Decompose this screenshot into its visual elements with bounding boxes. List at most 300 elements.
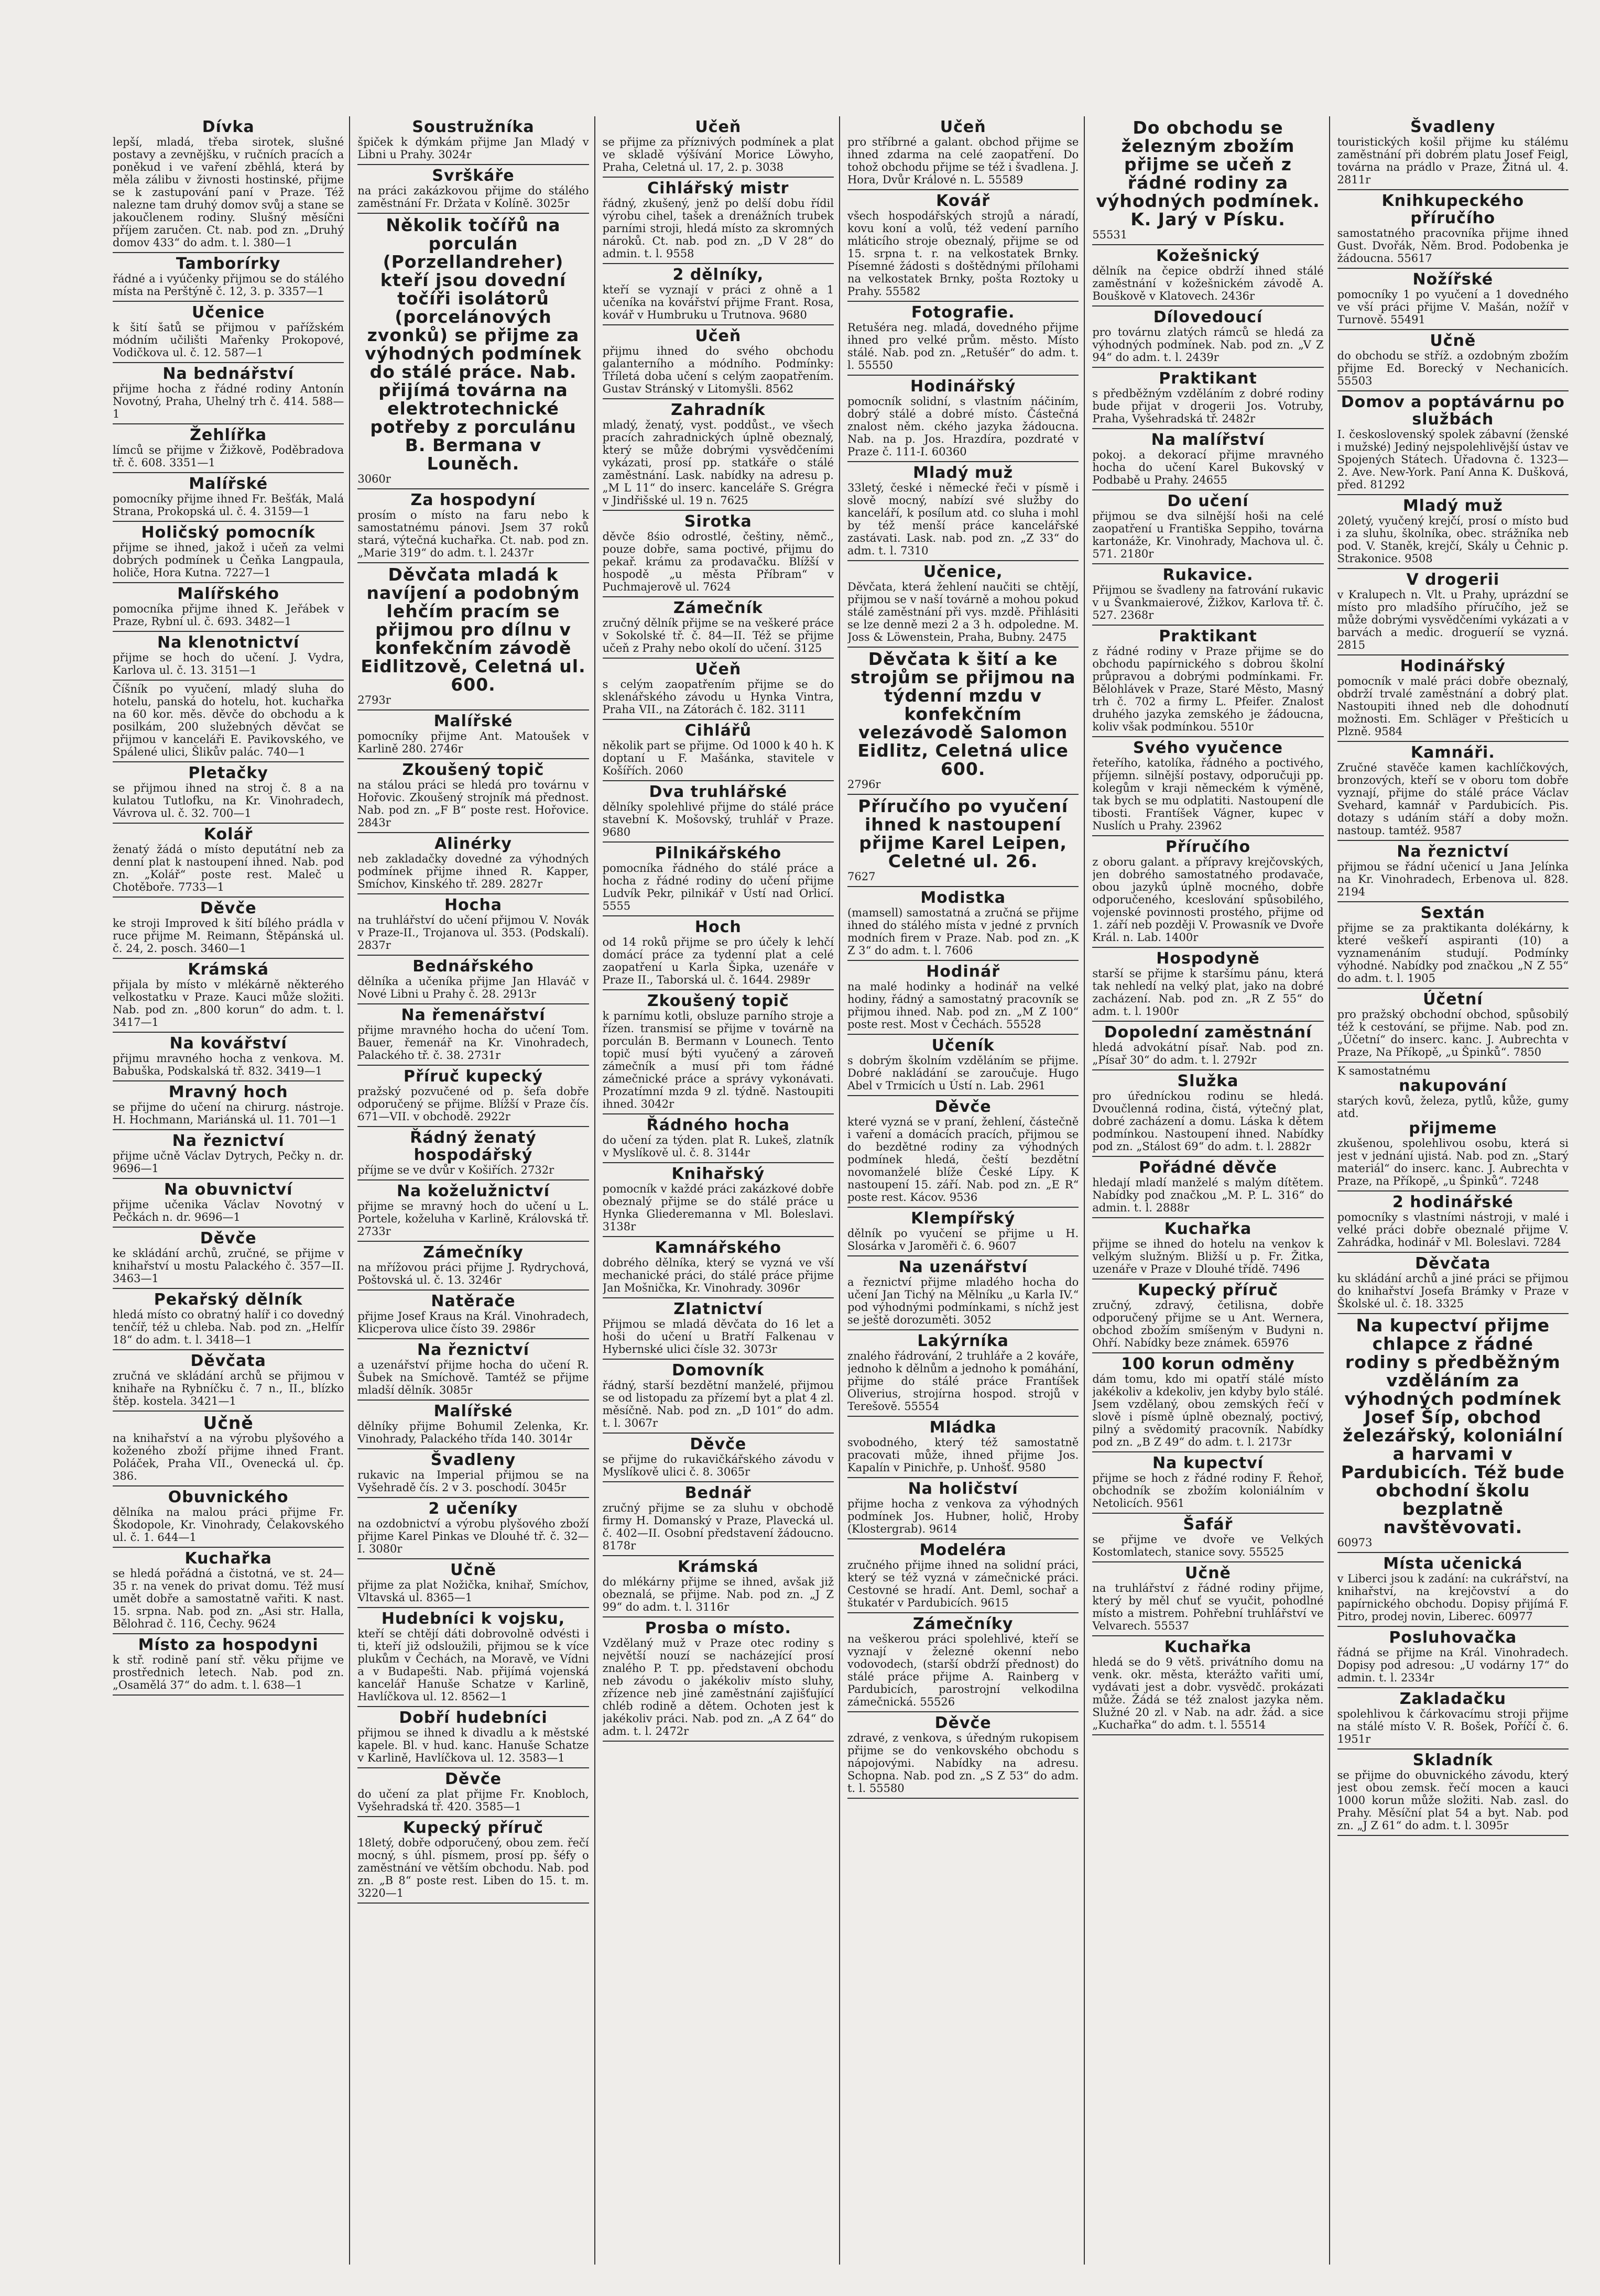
ad-heading: Děvče: [200, 899, 257, 917]
classified-ad: [1092, 626, 1323, 737]
ad-text: rukavic na Imperial přijmou se na Vyšehradě čís. 2 v 3. poschodí. 3045r: [357, 1469, 589, 1494]
ad-heading: Na řemenářství: [401, 1006, 546, 1024]
classified-ad: [847, 1539, 1079, 1613]
classified-ad: [113, 1130, 344, 1179]
classified-ad: [113, 302, 344, 363]
ad-text: k parnímu kotli, obsluze parního stroje a řízen. transmisí se přijme v továrně na porculán B. Bermann v Lounech. Tento topič musí býti vyučený a zároveň zámečník a musí při tom řádné zámečnické práce a správy vykonávati. Prozatímní mzda 9 zl. týdně. Nastoupiti ihned. 3042r: [602, 1010, 834, 1110]
classified-ad: [113, 632, 344, 681]
classified-ad: [1337, 1314, 1569, 1553]
ad-heading: Kolář: [203, 825, 253, 844]
ad-heading: Bednář: [684, 1484, 752, 1502]
classified-ad: [1092, 737, 1323, 836]
ad-text: 60973: [1337, 1536, 1373, 1549]
classified-ad: [357, 165, 589, 214]
classified-ad: [847, 648, 1079, 795]
classified-ad: [357, 1004, 589, 1066]
classified-ad: [603, 843, 834, 916]
classified-ad: [1337, 902, 1569, 989]
ad-heading: 100 korun odměny: [1121, 1355, 1295, 1373]
ad-heading: Dopolední zaměstnání: [1104, 1023, 1312, 1042]
column-6: [1337, 116, 1574, 2265]
classified-ad: [1337, 1191, 1569, 1253]
ad-heading: Děvče: [934, 1098, 992, 1116]
ad-heading: Hospodyně: [1156, 949, 1260, 968]
classified-ad: [847, 1478, 1079, 1539]
ad-text: k stř. rodině paní stř. věku přijme ve prostřednich letech. Nab. pod zn. „Osamělá 37“ do adm. t. l. 638—1: [113, 1654, 344, 1691]
ad-heading: Sextán: [1420, 904, 1485, 922]
classified-ad: [357, 1608, 589, 1707]
classified-ad: [603, 1237, 834, 1298]
ad-heading: Děvčata: [190, 1352, 266, 1370]
ad-text: přijme se mravný hoch do učení u L. Portele, koželuha v Karlině, Královská tř. 2733r: [357, 1200, 589, 1238]
ad-heading: Na kovářství: [169, 1034, 287, 1053]
ad-text: několik part se přijme. Od 1000 k 40 h. K doptaní u F. Mašánka, stavitele v Košířích. 2060: [602, 739, 834, 777]
classified-ad: [847, 961, 1079, 1035]
ad-text: pro úředníckou rodinu se hledá. Dvoučlenná rodina, čistá, výtečný plat, dobré zacházení a domu. Láska k dětem podmínkou. Nastoupení ihned. Nabídky pod zn. „Stálost 69“ do adm. t. l. 2882r: [1092, 1090, 1324, 1153]
ad-text: (mamsell) samostatná a zručná se přijme ihned do stálého místa v jedné z prvních modních firem v Praze. Nab. pod zn. „K Z 3“ do adm. t. l. 7606: [847, 906, 1079, 957]
ad-heading: Žehlířka: [190, 426, 267, 444]
ad-text: přijme hocha z venkova za výhodných podmínek Jos. Hubner, holič, Hroby (Klostergrab). 9614: [847, 1497, 1079, 1535]
ad-text: zručný dělník přijme se na veškeré práce v Sokolské tř. č. 84—II. Též se přijme učeň z Prahy nebo okolí do učení. 3125: [602, 617, 834, 654]
classified-ad: [357, 894, 589, 956]
ad-text: na malé hodinky a hodinář na velké hodiny, řádný a samostatný pracovník se přijmou ihned. Nab. pod zn. „M Z 100“ poste rest. Most v Čechách. 55528: [847, 980, 1079, 1031]
ad-text: svobodného, který též samostatně pracovati může, ihned přijme Jos. Kapalín v Pinichře, p. Unhošť. 9580: [847, 1436, 1079, 1474]
ad-text: v Kralupech n. Vlt. u Prahy, uprázdní se místo pro mladšího příručího, jež se může dobrými vysvědčeními vykázati a v barvách a medic. drogueríí se vyzná. 2815: [1337, 588, 1569, 651]
ad-text: z oboru galant. a přípravy krejčovských, jen dobrého samostatného prodavače, obou jazyků úplně mocného, dobře odporučeného, kceslování spůsobilého, vojenské povinnosti prostého, přijme od 1. září neb později V. Prowasník ve Dvoře Král. n. Lab. 1400r: [1092, 856, 1324, 944]
ad-heading: Pletačky: [188, 764, 268, 782]
ad-text: přijme mravného hocha do učení Tom. Bauer, řemenář na Kr. Vinohradech, Palackého tř. č. 38. 2731r: [357, 1024, 589, 1062]
ad-text: přijme se za praktikanta dolékárny, k které veškeří aspiranti (10) a vyznamenáním studují. Podmínky výhodné. Nabídky pod značkou „N Z 55“ do adm. t. l. 1905: [1337, 922, 1569, 985]
ad-text: na truhlářství z řádné rodiny přijme, který by měl chuť se vyučit, pohodlné místo a mistrem. Pohřební truhlářství ve Velvarech. 55537: [1092, 1582, 1324, 1632]
classified-ad: [1337, 1063, 1569, 1191]
ad-heading: Rukavice.: [1162, 566, 1254, 584]
classified-ad: [1337, 391, 1569, 495]
classified-ad: [113, 363, 344, 424]
classified-ad: [113, 424, 344, 473]
classified-ad: [357, 1498, 589, 1559]
ad-text: hledá místo co obratný halíř i co dovedný tenčíř, též u chleba. Nab. pod zn. „Helfír 18“ do adm. t. l. 3418—1: [113, 1308, 344, 1346]
classified-ad: [1092, 1157, 1323, 1218]
ad-text: zručný, zdravý, četilisna, dobře odporučený přijme se u Ant. Wernera, obchod zbožím smíšeným v Budyni n. Ohří. Nabídky beze známek. 65976: [1092, 1299, 1324, 1349]
ad-heading: Zkoušený topič: [647, 992, 789, 1010]
ad-heading: Knihařský: [671, 1165, 765, 1183]
ad-heading: Řádného hocha: [646, 1116, 790, 1134]
ad-text: prosím o místo na faru nebo k samostatnému pánovi. Jsem 37 roků stará, výtečná kuchařka. Ct. nab. pod zn. „Marie 319“ do adm. t. l. 2437r: [357, 509, 589, 559]
ad-text: řádná se přijme na Král. Vinohradech. Dopisy pod adresou: „U vodárny 17“ do admin. t. l. 2334r: [1337, 1646, 1569, 1684]
ad-heading: Na uzenářství: [898, 1258, 1028, 1276]
classified-ad: [603, 597, 834, 659]
ad-text: dělník po vyučení se přijme u H. Slosárka v Jaroměři č. 6. 9607: [847, 1227, 1079, 1252]
ad-heading: Dva truhlářské: [649, 783, 788, 801]
classified-ad: [113, 959, 344, 1033]
ad-heading: Na řeznictví: [172, 1132, 285, 1150]
ad-heading: Nožířské: [1412, 270, 1494, 289]
ad-text: přijme se ihned, jakož i učeň za velmi dobrých podmínek u Čeňka Langpaula, holiče, Hora Kutna. 7227—1: [113, 541, 344, 579]
ad-text: s předběžným vzděláním z dobré rodiny bude přijat v drogerii Jos. Votruby, Praha, Vyšehradská tř. 2482r: [1092, 387, 1324, 425]
ad-text: na veškerou práci spolehlivé, kteří se vyznají v železné okenní nebo vodovodech, (starší obdrží přednost) do stálé práce přijme A. Rainberg v Pardubicích, parostrojní velkodilna zámečnická. 55526: [847, 1633, 1079, 1708]
classified-ad: [113, 1033, 344, 1081]
ad-heading: Děvče: [200, 1229, 257, 1248]
ad-heading: Hodinářský: [1400, 657, 1506, 675]
ad-heading: Obuvnického: [168, 1488, 289, 1506]
classified-ad: [603, 264, 834, 325]
ad-heading: Učeň: [695, 660, 742, 679]
ad-heading: Svého vyučence: [1133, 739, 1283, 757]
ad-text: hledá se do 9 větš. privátního domu na venk. okr. města, kterážto vařiti umí, vydávati jest a dobr. vysvědč. prokázati může. Žádá se též znalost jazyka něm. Služné 20 zl. v Nab. na adr. žád. a sice „Kuchařka“ do adm. t. l. 55514: [1092, 1656, 1324, 1731]
classified-ad: [1092, 1514, 1323, 1562]
ad-text: mladý, ženatý, vyst. poddůst., ve všech pracích zahradnických úplně obeznalý, který se může dobrými vysvědčeními vykázati, prosí pp. statkáře o stálé zaměstnání. Lask. nabídky na adresu p. „M L 11“ do inserc. kanceláře S. Grégra v Jindřišské ul. 19 n. 7625: [602, 419, 834, 507]
classified-ad: [603, 1434, 834, 1482]
ad-text: přijme učenika Václav Novotný v Pečkách n. dr. 9696—1: [113, 1198, 344, 1223]
ad-text: 55531: [1092, 228, 1128, 241]
classified-ad: [113, 116, 344, 253]
ad-text: do učení za plat přijme Fr. Knobloch, Vyšehradská tř. 420. 3585—1: [357, 1788, 589, 1813]
ad-text: touristických košil přijme ku stálému zaměstnání při dobrém platu Josef Feigl, továrna na prádlo v Praze, Žitná ul. 4. 2811r: [1337, 136, 1569, 186]
ad-text: 3060r: [357, 473, 391, 485]
ad-heading: Mládka: [929, 1418, 997, 1437]
ad-heading: Na kupectví přijme chlapce z řádné rodiny s předběžným vzděláním za výhodných podmínek Josef Šíp, obchod železářský, koloniální a harvami v Pardubicích. Též bude obchodní školu bezplatně navštěvovati.: [1341, 1315, 1565, 1537]
ad-heading: Domovník: [672, 1361, 765, 1380]
classified-ad: [113, 522, 344, 583]
ad-text: límců se přijme v Žižkově, Poděbradova tř. č. 608. 3351—1: [113, 444, 344, 469]
ad-heading: Učenice: [192, 303, 265, 322]
ad-heading: V drogerii: [1406, 571, 1500, 589]
ad-text: přijme Josef Kraus na Král. Vinohradech, Klicperova ulice čísto 39. 2986r: [357, 1310, 589, 1335]
classified-ad: [603, 1360, 834, 1434]
ad-heading: Pořádné děvče: [1139, 1158, 1277, 1177]
classified-ad: [357, 710, 589, 759]
classified-ad: [847, 190, 1079, 302]
classified-ad: [603, 1617, 834, 1742]
ad-text: zkušenou, spolehlivou osobu, která si jest v jednání ujistá. Nab. pod zn. „Starý materiál“ do inserc. kanc. J. Aubrechta v Praze, na Příkopě, „u Špinků“. 7248: [1337, 1137, 1569, 1187]
classified-ad: [113, 473, 344, 522]
ad-heading: Natěrače: [431, 1292, 516, 1310]
ad-heading: Kamnářského: [655, 1239, 782, 1257]
ad-heading: Klempířský: [911, 1209, 1016, 1228]
classified-ad: [603, 116, 834, 178]
ad-text: zdravé, z venkova, s úředným rukopisem přijme se do venkovského obchodu s nápojovými. Nabídky na adresu. Schopna. Nab. pod zn. „S Z 53“ do adm. t. l. 55580: [847, 1732, 1079, 1795]
column-1: [113, 116, 350, 2265]
classified-ad: [603, 990, 834, 1114]
ad-heading: Zlatnictví: [673, 1300, 763, 1318]
ad-text: do učení za týden. plat R. Lukeš, zlatník v Myslíkově ul. č. 8. 3144r: [602, 1134, 834, 1159]
classified-ad: [1092, 1636, 1323, 1735]
ad-text: pokoj. a dekorací přijme mravného hocha do učení Karel Bukovský v Podbabě u Prahy. 24655: [1092, 449, 1324, 486]
ad-heading: Holičský pomocník: [141, 523, 315, 542]
classified-ad: [847, 302, 1079, 376]
ad-heading: Kovář: [936, 192, 991, 210]
classified-ad: [847, 1712, 1079, 1799]
classified-ad: [113, 1634, 344, 1696]
ad-text: dám tomu, kdo mi opatří stálé místo jakékoliv a kdekoliv, jen kdyby bylo stálé. Jsem vzdělaný, obou zemských řečí v slově i písmě úplně obeznalý, poctivý, pilný a svědomitý pracovník. Nabídky pod zn. „B Z 49“ do adm. t. l. 2173r: [1092, 1373, 1324, 1448]
classified-ad: [603, 916, 834, 990]
ad-text: zručná ve skládání archů se přijmou v knihaře na Rybníčku č. 7 n., II., blízko štěp. kostela. 3421—1: [113, 1370, 344, 1407]
ad-heading: Kupecký příruč: [402, 1819, 544, 1837]
ad-text: Číšník po vyučení, mladý sluha do hotelu, panská do hotelu, hot. kuchařka na 60 kor. měs. děvče do obchodu a k posilkám, 200 služebných děvčat se přijmou v kanceláři E. Pavikovského, ve Spálené ulici, Šlikův palác. 740—1: [113, 683, 344, 758]
ad-text: ženatý žádá o místo deputátní neb za denní plat k nastoupení ihned. Nab. pod zn. „Kolář“ poste rest. Maleč u Chotěboře. 7733—1: [113, 843, 344, 893]
ad-heading: Děvče: [690, 1435, 747, 1453]
ad-heading: Na holičství: [908, 1480, 1018, 1498]
classified-ad: [357, 116, 589, 165]
ad-heading: Mladý muž: [1402, 497, 1503, 515]
ad-heading: Malířské: [189, 475, 268, 493]
classified-ad: [357, 1401, 589, 1449]
classified-ad: [113, 762, 344, 824]
ad-text: zručného přijme ihned na solidní práci, který se též vyzná v zámečnické práci. Cestovné se hradí. Ant. Deml, sochař a štukatér v Pardubicích. 9615: [847, 1559, 1079, 1609]
ad-heading: Učenice,: [923, 563, 1003, 581]
ad-text: všech hospodářských strojů a náradí, kovu koní a volů, též vedení parního mláticího stroje obeznalý, přijme se od 15. srpna t. r. na velkostatek Brnky. Písemné žádosti s doštědnými přílohami na velkostatek Brnky, pošta Roztoky u Prahy. 55582: [847, 210, 1079, 298]
ad-heading: Zámečník: [673, 599, 763, 617]
ad-text: pomocník v každé práci zakázkové dobře obeznalý přijme se do stálé práce u Hynka Gliederemanna v Ml. Boleslavi. 3138r: [602, 1183, 834, 1233]
ad-heading: Kuchařka: [1164, 1638, 1252, 1656]
ad-heading: Na malířství: [1151, 431, 1265, 449]
ad-heading: Učeň: [695, 118, 742, 136]
ad-text: pro pražský obchodní obchod, spůsobilý též k cestování, se přijme. Nab. pod zn. „Účetní“ do inserc. kanc. J. Aubrechta v Praze, Na Příkopě, „u Špinků“. 7850: [1337, 1008, 1569, 1058]
classified-ad: [113, 1486, 344, 1548]
ad-text: kteří se chtějí dáti dobrovolně odvésti i ti, kteří již odsloužili, přijmou se k více plukům v Čechách, na Moravě, ve Vídni a v Budapešti. Nab. přijímá vojenská kancelář Hanuše Schatze v Karlině, Havlíčkova ul. 12. 8562—1: [357, 1627, 589, 1703]
classified-ad: [357, 833, 589, 894]
ad-heading: Hodinářský: [910, 377, 1016, 396]
ad-text: přijme za plat Nožička, knihař, Smíchov, Vltavská ul. 8365—1: [357, 1579, 589, 1604]
ad-text: ku skládání archů a jiné práci se přijmou do knihařství Josefa Brámky v Praze v Školské ul. č. 18. 3325: [1337, 1272, 1569, 1310]
ad-text: pomocníka přijme ihned K. Jeřábek v Praze, Rybní ul. č. 693. 3482—1: [113, 603, 344, 628]
ad-heading: Prosba o místo.: [645, 1619, 791, 1637]
ad-heading: Děvčata: [1415, 1254, 1491, 1273]
ad-heading: Krámská: [678, 1558, 759, 1576]
ad-text: se přijmou ihned na stroj č. 8 a na kulatou Tutlofku, na Kr. Vinohradech, Vávrova ul. č. 32. 700—1: [113, 782, 344, 819]
ad-text: pro stříbrné a galant. obchod přijme se ihned zdarma na celé zaopatření. Do tohož obchodu přijme se též i švadlena. J. Hora, Dvůr Králové n. L. 55589: [847, 136, 1079, 186]
classified-ad: [1092, 1070, 1323, 1157]
classified-ad: [1337, 269, 1569, 330]
ad-text: řádné a i vyúčenky přijmou se do stálého místa na Perštýně č. 12, 3. p. 3357—1: [113, 272, 344, 298]
classified-ad: [847, 1613, 1079, 1712]
classified-ad: [1337, 330, 1569, 391]
column-3: [603, 116, 840, 2265]
ad-heading: Kamnáři.: [1410, 744, 1495, 762]
classified-ad: [1092, 1022, 1323, 1070]
ad-text: a uzenářství přijme hocha do učení R. Šubek na Smíchově. Tamtéž se přijme mladší dělník. 3085r: [357, 1359, 589, 1396]
classified-ad: [1092, 116, 1323, 245]
ad-text: se přijme do obuvnického závodu, který jest obou zemsk. řečí mocen a kauci 1000 korun může složiti. Nab. zasl. do Prahy. Měsíční plat 54 a byt. Nab. pod zn. „J Z 61“ do adm. t. l. 3095r: [1337, 1769, 1569, 1832]
ad-text: lepší, mladá, třeba sirotek, slušné postavy a zevnějšku, v ručních pracích a poněkud i ve vaření zběhlá, která by měla zálibu v živnosti hostinské, přijme se k zastupování paní v Praze. Též nalezne tam druhý domov svůj a stane se jakoučlenem rodiny. Slušný měsíčni příjem zaručen. Ct. nab. pod zn. „Druhý domov 433“ do adm. t. l. 380—1: [113, 136, 344, 249]
classified-ad: [603, 325, 834, 399]
ad-heading: Děvčata k šití a ke strojům se přijmou na týdenní mzdu v konfekčním velezávodě Salomon Eidlitz, Celetná ulice 600.: [850, 649, 1076, 779]
classified-ad: [1337, 190, 1569, 269]
ad-text: neb zakladačky dovedné za výhodných podmínek přijme ihned R. Kapper, Smíchov, Kinského tř. 289. 2827r: [357, 852, 589, 890]
classified-ad: [357, 1180, 589, 1242]
ad-heading: Na řeznictví: [1397, 843, 1509, 861]
ad-text: dělníky spolehlivé přijme do stálé práce stavební K. Mošovský, truhlář v Praze. 9680: [602, 801, 834, 838]
ad-text: řeteřího, katolíka, řádného a poctivého, příjemn. silnější postavy, odporučuji pp. kolegům v kraji německém k výměně, tak bych se mu odplatiti. Nastoupení dle tibosti. Frantíšek Vágner, kupec v Nuslích u Prahy. 23962: [1092, 757, 1324, 832]
column-2: [357, 116, 595, 2265]
ad-heading: Modistka: [920, 889, 1006, 907]
classified-ad: [357, 956, 589, 1004]
ad-heading: Mravný hoch: [168, 1083, 288, 1101]
ad-text: pomocník solidní, s vlastním náčiním, dobrý stálé a dobré místo. Částečná znalost něm. ckého jazyka žádoucna. Nab. na p. Jos. Hrazdíra, pozdraté v Praze č. 111-I. 60360: [847, 395, 1079, 458]
ad-heading: Dílovedoucí: [1153, 308, 1263, 326]
ad-text: a řeznictví přijme mladého hocha do učení Jan Tichý na Mělníku „u Karla IV.“ pod výhodnými podmínkami, s níchž jest se ještě dorozuměti. 3052: [847, 1276, 1079, 1326]
ad-text: na mřížovou práci přijme J. Rydrychová, Poštovská ul. č. 13. 3246r: [357, 1261, 589, 1286]
ad-columns: [113, 116, 1574, 2265]
classified-ad: [357, 1559, 589, 1608]
ad-text: se přijme do rukavičkářského závodu v Myslíkově ulici č. 8. 3065r: [602, 1453, 834, 1478]
ad-heading: Děvče: [934, 1714, 992, 1732]
ad-heading: Krámská: [188, 960, 269, 979]
ad-text: od 14 roků přijme se pro účely k lehčí domácí práce za tydenní plat a celé zaopatření u Karla Šipka, uzenáře v Praze II., Taborská ul. č. 1644. 2989r: [602, 936, 834, 986]
ad-text: znalého řádrování, 2 truhláře a 2 kováře, jednoho k dělnům a jednoho k pomáhání, přijme do stálé práce Frantíšek Oliverius, strojírna hospod. strojů v Terešově. 55554: [847, 1350, 1079, 1413]
ad-text: přijala by místo v mlékárně některého velkostatku v Praze. Kauci může složiti. Nab. pod zn. „800 korun“ do adm. t. l. 3417—1: [113, 978, 344, 1029]
ad-heading: Učně: [1185, 1564, 1231, 1582]
ad-heading: Svrškáře: [432, 167, 515, 185]
ad-text: špiček k dýmkám přijme Jan Mladý v Libni u Prahy. 3024r: [357, 136, 589, 161]
ad-text: s celým zaopatřením přijme se do sklenářského závodu u Hynka Vintra, Praha VII., na Zátorách č. 182. 3111: [602, 678, 834, 716]
classified-ad: [113, 1081, 344, 1130]
classified-ad: [847, 1096, 1079, 1208]
ad-heading: Do obchodu se železným zbožím přijme se učeň z řádné rodiny za výhodných podmínek. K. Jarý v Písku.: [1096, 117, 1320, 229]
classified-ad: [113, 1179, 344, 1228]
classified-ad: [603, 1556, 834, 1617]
classified-ad: [113, 583, 344, 632]
classified-ad: [1337, 1253, 1569, 1314]
ad-heading: Na koželužnictví: [396, 1182, 550, 1200]
ad-text: 20letý, vyučený krejčí, prosí o místo bud i za sluhu, školníka, obec. strážníka neb pod. V. Staněk, krejčí, Skály u Čehnic p. Strakonice. 9508: [1337, 515, 1569, 565]
classified-ad: [357, 1291, 589, 1339]
ad-text: se přijme za příznivých podmínek a plat ve skladě výšívání Morice Löwyho, Praha, Celetná ul. 17, 2. p. 3038: [602, 136, 834, 173]
classified-ad: [847, 1035, 1079, 1096]
ad-heading: nakupování: [1399, 1077, 1507, 1095]
ad-heading: Cihlářů: [684, 721, 752, 740]
classified-ad: [847, 116, 1079, 190]
classified-ad: [113, 253, 344, 302]
classified-ad: [357, 1817, 589, 1904]
ad-heading: Domov a poptávárnu po službách: [1341, 393, 1565, 429]
ad-text: v Liberci jsou k zadání: na cukrářství, na knihařství, na krejčovství a do papírnického obchodu. Dopisy přijímá F. Pitro, prodej novin, Liberec. 60977: [1337, 1572, 1569, 1623]
ad-text: Retušéra neg. mladá, dovedného přijme ihned pro velké prům. město. Místo stálé. Nab. pod zn. „Retušér“ do adm. t. l. 55550: [847, 321, 1079, 371]
ad-text: I. československý spolek zábavní (ženské i mužské) Jediný nejspolehlivější ústav ve Spojených Státech. Úřadovna č. 1323—2. Ave. New-York. Paní Anna K. Dušková, před. 81292: [1337, 428, 1569, 491]
ad-text: zručný přijme se za sluhu v obchodě firmy H. Domanský v Praze, Plavecká ul. č. 402—II. Osobní představení žádoucno. 8178r: [602, 1502, 834, 1552]
ad-heading: Učeň: [940, 118, 986, 136]
ad-text: pražský pozvučené od p. šefa dobře odporučený se přijme. Blížší v Praze čís. 671—VII. v obchodě. 2922r: [357, 1085, 589, 1123]
classified-ad: [1092, 1562, 1323, 1636]
ad-text: pro továrnu zlatých rámců se hledá za výhodných podmínek. Nab. pod zn. „V Z 94“ do adm. t. l. 2439r: [1092, 326, 1324, 364]
classified-ad: [357, 1066, 589, 1127]
ad-text: které vyzná se v praní, žehlení, částečně i vaření a domácích pracích, přijmou se do bezdětné rodiny za výhodných podmínek hledá, čeští bezdětní novomanželé blíže České Lípy. K nastoupení 15. září. Nab. pod zn. „E R“ poste rest. Kácov. 9536: [847, 1116, 1079, 1204]
ad-heading: Dobří hudebníci: [399, 1709, 548, 1727]
ad-heading: Švadleny: [1410, 118, 1496, 136]
classified-ad: [357, 214, 589, 489]
ad-heading: Dívka: [202, 118, 255, 136]
classified-ad: [357, 563, 589, 710]
ad-heading: Zakladačku: [1399, 1690, 1506, 1708]
classified-ad: [603, 720, 834, 781]
classified-ad: [1092, 1353, 1323, 1452]
ad-text: přijme učně Václav Dytrych, Pečky n. dr. 9696—1: [113, 1150, 344, 1175]
ad-text: starých kovů, železa, pytlů, kůže, gumy atd.: [1337, 1095, 1569, 1120]
ad-text: 18letý, dobře odporučený, obou zem. řečí mocný, s úhl. písmem, prosí pp. šéfy o zaměstnání ve větším obchodu. Nab. pod zn. „B 8“ poste rest. Liben do 15. t. m. 3220—1: [357, 1836, 589, 1899]
classified-ad: [847, 887, 1079, 961]
ad-text: pomocník v malé práci dobře obeznalý, obdrží trvalé zaměstnání a dobrý plat. Nastoupiti ihned neb dle dohodnutí možnosti. Em. Schläger v Přešticích u Plzně. 9584: [1337, 675, 1569, 738]
ad-text: příjme se ve dvůr v Košiřích. 2732r: [357, 1164, 554, 1176]
ad-text: přijmou se řádní učenicí u Jana Jelínka na Kr. Vinohradech, Erbenova ul. 828. 2194: [1337, 860, 1569, 898]
classified-ad: [847, 795, 1079, 887]
ad-text: dobrého dělníka, který se vyzná ve vší mechanické práci, do stálé práce přijme Jan Mošnička, Kr. Vinohrady. 3096r: [602, 1256, 834, 1294]
ad-text: přijmou se ihned k divadlu a k městské kapele. Bl. v hud. kanc. Hanuše Schatze v Karlině, Havlíčkova ul. 12. 3583—1: [357, 1726, 589, 1764]
classified-ad: [1092, 1218, 1323, 1280]
classified-ad: [357, 1339, 589, 1401]
ad-text: Děvčata, která žehlení naučiti se chtějí, přijmou se v naší továrně a mohou pokud stálé zaměstnání při vys. mzdě. Přihlásiti se lze denně mezi 2 a 3 h. odpoledne. M. Joss & Löwenstein, Praha, Bubny. 2475: [847, 581, 1079, 643]
ad-heading: Kožešnický: [1156, 247, 1260, 265]
ad-heading: přijmeme: [1409, 1119, 1497, 1138]
classified-ad: [1337, 742, 1569, 841]
classified-ad: [1092, 245, 1323, 307]
ad-heading: Tamborírky: [176, 255, 281, 273]
ad-heading: Pilnikářského: [655, 844, 782, 862]
ad-text: pomocníky přijme ihned Fr. Bešťák, Malá Strana, Prokopská ul. č. 4. 3159—1: [113, 493, 344, 518]
ad-heading: Malířského: [177, 585, 280, 603]
ad-heading: 2 dělníky,: [672, 266, 764, 284]
ad-text: se přijme do učení na chirurg. nástroje. H. Hochmann, Mariánská ul. 11. 701—1: [113, 1101, 344, 1126]
classified-ad: [603, 1298, 834, 1360]
column-5: [1092, 116, 1330, 2265]
ad-heading: Místa učenická: [1383, 1555, 1523, 1573]
ad-heading: Příruč kupecký: [404, 1067, 543, 1086]
classified-ad: [847, 1208, 1079, 1256]
classified-ad: [113, 898, 344, 959]
ad-heading: Hodinář: [926, 963, 1000, 981]
ad-heading: Řádný ženatý hospodářský: [410, 1129, 537, 1164]
ad-text: na knihařství a na výrobu plyšového a koženého zboží přijme ihned Frant. Poláček, Praha VII., Ovenecká ul. čp. 386.: [113, 1432, 344, 1482]
ad-text: na ozdobnictví a výrobu plyšového zboží přijme Karel Pinkas ve Dlouhé tř. č. 32—I. 3080r: [357, 1517, 589, 1555]
ad-heading: Knihkupeckého příručího: [1381, 192, 1525, 227]
classified-ad: [357, 759, 589, 833]
ad-text: 33letý, české i německé řeči v písmě i slově mocný, nabízí své služby do kanceláří, k posílum atd. co sluha i mohl by též menší práce kancelářské zastávati. Lask. nab. pod zn. „Z 33“ do adm. t. l. 7310: [847, 482, 1079, 557]
ad-heading: Kuchařka: [184, 1549, 272, 1568]
classified-ad: [1092, 1280, 1323, 1353]
classified-ad: [1092, 1452, 1323, 1514]
ad-heading: Skladník: [1412, 1751, 1493, 1769]
ad-text: z řádné rodiny v Praze přijme se do obchodu papírnického s dobrou školní průpravou a dobrými podmínkami. Fr. Bělohlávek v Praze, Staré Město, Masný trh č. 702 a firmy L. Pfeifer. Znalost druhého jazyka zemského je žádoucna, koliv však podmínkou. 5510r: [1092, 645, 1324, 733]
ad-text: řádný, starší bezdětní manželé, přijmou se od listopadu za přízemí byt a plat 4 zl. měsíčně. Nab. pod zn. „D 101“ do adm. t. l. 3067r: [602, 1379, 834, 1429]
ad-text: dělníky přijme Bohumil Zelenka, Kr. Vinohrady, Palackého třída 140. 3014r: [357, 1420, 589, 1445]
ad-heading: Hudebníci k vojsku,: [381, 1610, 565, 1628]
ad-text: na práci zakázkovou přijme do stálého zaměstnání Fr. Držata v Kolíně. 3025r: [357, 184, 589, 210]
ad-heading: Účetní: [1423, 990, 1483, 1009]
classified-ad: [603, 511, 834, 597]
classified-ad: [113, 824, 344, 898]
classified-ad: [1337, 1553, 1569, 1627]
classified-ad: [1337, 841, 1569, 902]
classified-ad: [1337, 1750, 1569, 1836]
ad-text: přijmou se dva silnější hoši na celé zaopatření u Františka Seppiho, továrna kartonáže, Kr. Vinohrady, Machova ul. č. 571. 2180r: [1092, 510, 1324, 560]
ad-text: Přijmou se mladá děvčata do 16 let a hoši do učení u Bratří Falkenau v Hybernské ulici čísle 32. 3073r: [602, 1318, 834, 1355]
ad-text: hledá advokátní písař. Nab. pod zn. „Písař 30“ do adm. t. l. 2792r: [1092, 1041, 1324, 1066]
classified-ad: [603, 659, 834, 720]
ad-heading: Příručího: [1165, 838, 1251, 856]
ad-text: Přijmou se švadleny na fatrování rukavic v u Švankmaierové, Žižkov, Karlova tř. č. 527. 2368r: [1092, 584, 1324, 621]
classified-ad: [847, 1417, 1079, 1478]
ad-text: Zručné stavěče kamen kachlíčkových, bronzových, kteří se v oboru tom dobře vyznají, přijme do stálé práce Václav Svehard, kamnář v Pardubicích. Pis. dotazy s udáním stáří a doby možn. nastoup. tamtéž. 9587: [1337, 761, 1569, 837]
ad-text: na stálou práci se hledá pro továrnu v Hořovic. Zkoušený strojník má přednost. Nab. pod zn. „F B“ poste rest. Hořovice. 2843r: [357, 779, 589, 829]
ad-text: do mlékárny přijme se ihned, avšak již obeznalá, se přijme. Nab. pod zn. „J Z 99“ do adm. t. l. 3116r: [602, 1576, 834, 1613]
ad-heading: Místo za hospodyni: [138, 1636, 319, 1654]
ad-text: 2796r: [847, 778, 881, 791]
ad-text: ke stroji Improved k šití bílého prádla v ruce přijme M. Reimann, Štěpánská ul. č. 24, 2. posch. 3460—1: [113, 917, 344, 955]
ad-heading: Malířské: [433, 712, 513, 730]
ad-heading: Učně: [203, 1413, 254, 1433]
classified-ad: [113, 1228, 344, 1289]
classified-ad: [1092, 368, 1323, 429]
ad-text: spolehlivou k čárkovacímu stroji přijme na stálé místo V. R. Bošek, Poříčí č. 6. 1951r: [1337, 1708, 1569, 1745]
